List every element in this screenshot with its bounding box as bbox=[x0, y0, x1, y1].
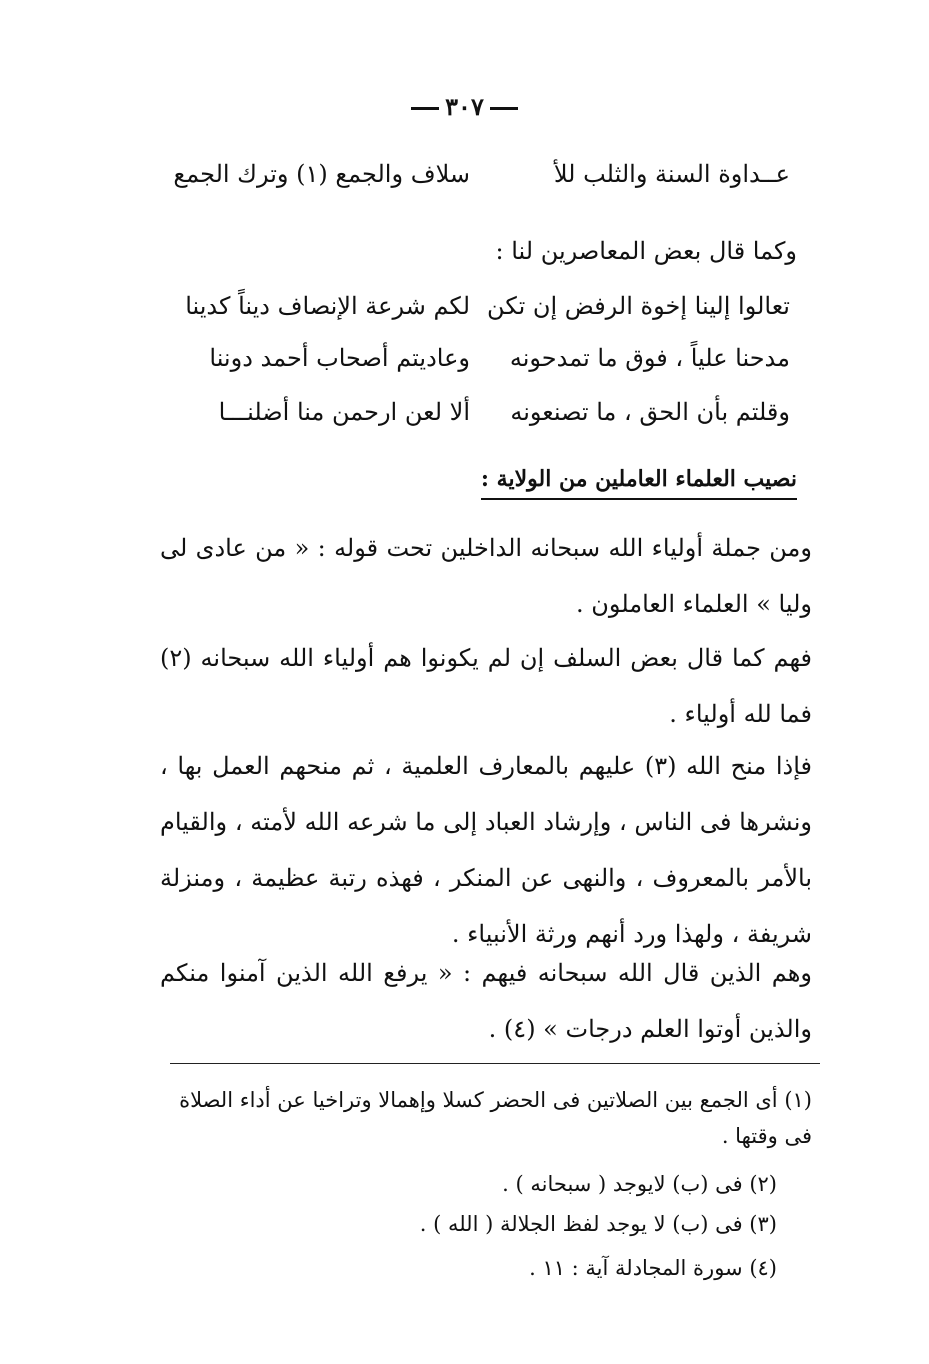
verse-hemistich-second: لكم شرعة الإنصاف ديناً كدينا bbox=[185, 292, 470, 320]
verse-hemistich-first: عــداوة السنة والثلب للأ bbox=[553, 160, 790, 188]
page-number-dash-left bbox=[411, 107, 439, 110]
verse-hemistich-first: مدحنا علياً ، فوق ما تمدحونه bbox=[509, 344, 790, 372]
section-heading: نصيب العلماء العاملين من الولاية : bbox=[481, 466, 797, 500]
verse-hemistich-first: تعالوا إلينا إخوة الرفض إن تكن bbox=[487, 292, 790, 320]
verse-hemistich-first: وقلتم بأن الحق ، ما تصنعونه bbox=[510, 398, 790, 426]
verse-line-3 bbox=[170, 344, 790, 384]
paragraph-1: ومن جملة أولياء الله سبحانه الداخلين تحت قوله : « من عادى لى وليا » العلماء العاملون . bbox=[160, 534, 812, 618]
page-number-text: ٣٠٧ bbox=[445, 92, 484, 121]
intro-line: وكما قال بعض المعاصرين لنا : bbox=[495, 237, 797, 265]
paragraph-4: وهم الذين قال الله سبحانه فيهم : « يرفع الله الذين آمنوا منكم والذين أوتوا العلم درجات » (٤) . bbox=[160, 959, 812, 1043]
footnote-1: (١) أى الجمع بين الصلاتين فى الحضر كسلا وإهمالا وتراخيا عن أداء الصلاة فى وقتها . bbox=[179, 1088, 812, 1148]
verse-line-2 bbox=[170, 292, 790, 332]
page-number bbox=[0, 92, 929, 121]
verse-line-4 bbox=[170, 398, 790, 438]
paragraph-3: فإذا منح الله (٣) عليهم بالمعارف العلمية ، ثم منحهم العمل بها ، ونشرها فى الناس ، وإرشاد العباد إلى ما شرعه الله لأمته ، والقيام بالأمر بالمعروف ، والنهى عن المنكر ، فهذه رتبة عظيمة ، ومنزلة شريفة ، ولهذا ورد أنهم ورثة الأنبياء . bbox=[160, 752, 812, 948]
page-number-dash-right bbox=[490, 107, 518, 110]
footnote-3: (٣) فى (ب) لا يوجد لفظ الجلالة ( الله ) . bbox=[419, 1212, 777, 1236]
verse-line-1 bbox=[170, 160, 790, 200]
verse-hemistich-second: وعاديتم أصحاب أحمد دوننا bbox=[209, 344, 470, 372]
footnote-4: (٤) سورة المجادلة آية : ١١ . bbox=[529, 1256, 777, 1280]
verse-hemistich-second: ألا لعن ارحمن منا أضلنـــا bbox=[218, 398, 470, 426]
footnote-divider bbox=[170, 1063, 820, 1064]
verse-hemistich-second: سلاف والجمع (١) وترك الجمع bbox=[173, 160, 470, 188]
footnote-2: (٢) فى (ب) لايوجد ( سبحانه ) . bbox=[502, 1172, 777, 1196]
paragraph-2: فهم كما قال بعض السلف إن لم يكونوا هم أولياء الله سبحانه (٢) فما لله أولياء . bbox=[160, 644, 812, 728]
